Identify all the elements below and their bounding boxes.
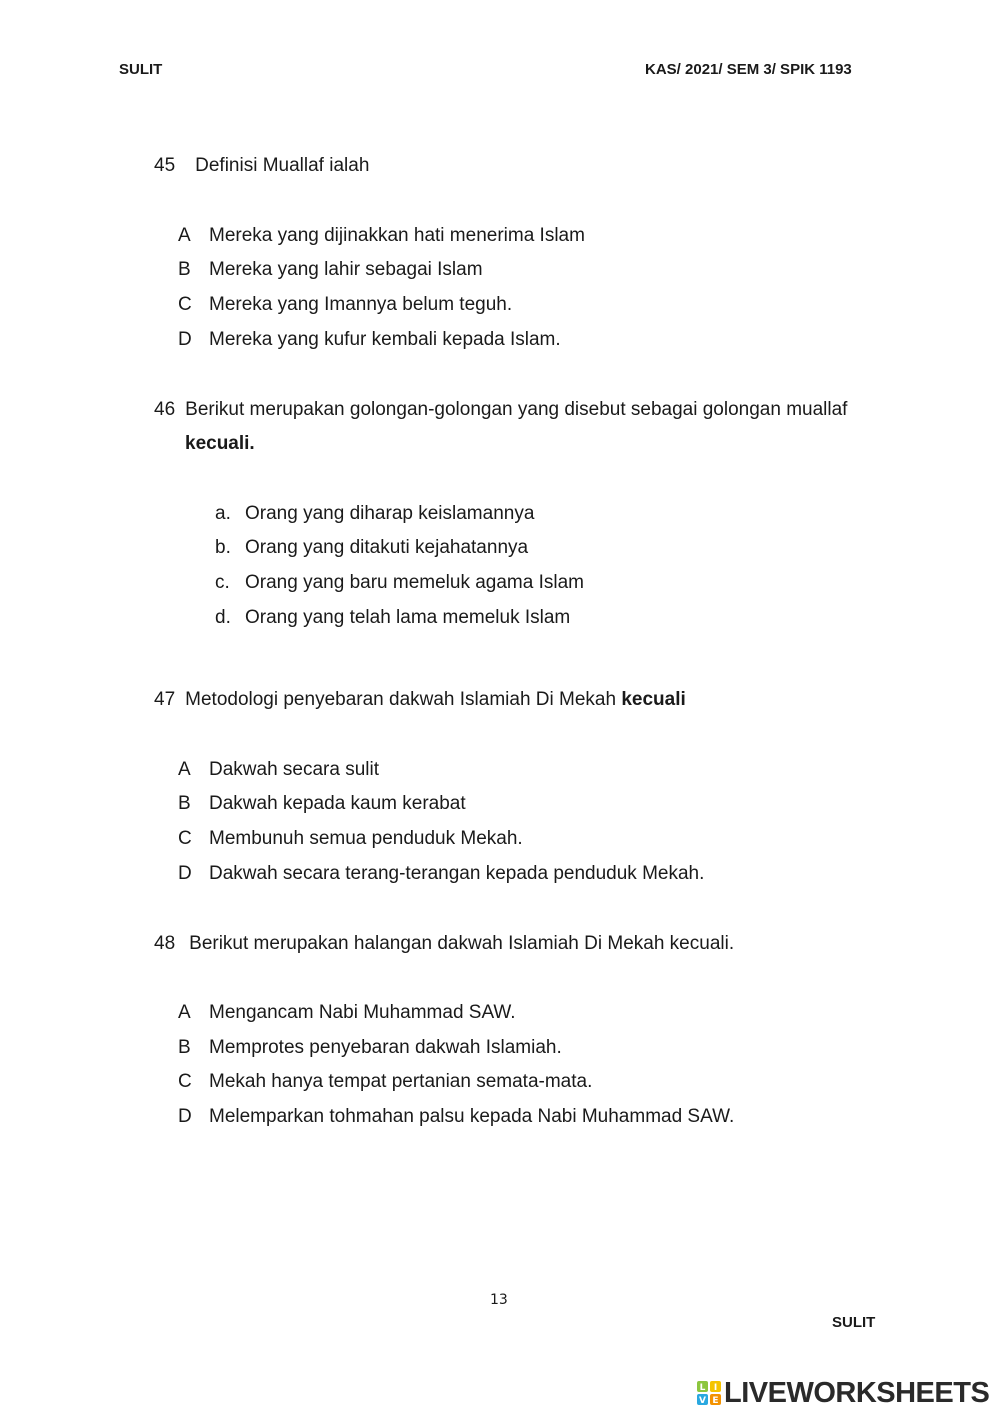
- option-letter: A: [178, 1002, 191, 1023]
- option-48-c[interactable]: [178, 1071, 592, 1093]
- question-text: Metodologi penyebaran dakwah Islamiah Di Mekah: [185, 689, 617, 710]
- header-right: KAS/ 2021/ SEM 3/ SPIK 1193: [645, 61, 852, 78]
- option-letter: C: [178, 828, 192, 849]
- option-47-b[interactable]: [178, 793, 466, 815]
- liveworksheets-logo[interactable]: [696, 1378, 989, 1408]
- option-letter: d.: [215, 607, 231, 628]
- option-letter: c.: [215, 572, 230, 593]
- option-text: Orang yang telah lama memeluk Islam: [245, 607, 571, 628]
- option-text: Orang yang ditakuti kejahatannya: [245, 537, 529, 558]
- option-text: Dakwah secara sulit: [209, 759, 380, 780]
- option-text: Melemparkan tohmahan palsu kepada Nabi Muhammad SAW.: [209, 1106, 735, 1127]
- option-text: Orang yang diharap keislamannya: [245, 503, 535, 524]
- option-47-c[interactable]: [178, 828, 523, 850]
- svg-text:E: E: [712, 1396, 719, 1406]
- option-text: Dakwah kepada kaum kerabat: [209, 793, 466, 814]
- question-45: [154, 155, 369, 177]
- option-text: Mereka yang lahir sebagai Islam: [209, 259, 483, 280]
- option-47-a[interactable]: [178, 759, 379, 781]
- question-emphasis: kecuali.: [185, 433, 255, 454]
- option-46-c[interactable]: [215, 572, 584, 594]
- option-48-a[interactable]: [178, 1002, 516, 1024]
- option-text: Memprotes penyebaran dakwah Islamiah.: [209, 1037, 562, 1058]
- option-letter: A: [178, 225, 191, 246]
- option-45-d[interactable]: [178, 329, 561, 351]
- option-letter: C: [178, 1071, 192, 1092]
- question-emphasis: kecuali: [621, 689, 686, 710]
- option-text: Orang yang baru memeluk agama Islam: [245, 572, 584, 593]
- question-number: 47: [154, 689, 176, 710]
- option-45-a[interactable]: [178, 225, 585, 247]
- question-text: Berikut merupakan golongan-golongan yang disebut sebagai golongan muallaf: [185, 399, 848, 420]
- option-text: Mengancam Nabi Muhammad SAW.: [209, 1002, 516, 1023]
- option-letter: a.: [215, 503, 231, 524]
- option-46-b[interactable]: [215, 537, 528, 559]
- svg-text:I: I: [713, 1383, 718, 1393]
- option-text: Mereka yang dijinakkan hati menerima Islam: [209, 225, 585, 246]
- option-text: Dakwah secara terang-terangan kepada penduduk Mekah.: [209, 863, 705, 884]
- option-text: Mereka yang kufur kembali kepada Islam.: [209, 329, 561, 350]
- option-text: Mekah hanya tempat pertanian semata-mata.: [209, 1071, 593, 1092]
- option-letter: D: [178, 329, 192, 350]
- svg-text:V: V: [699, 1396, 706, 1406]
- option-47-d[interactable]: [178, 863, 704, 885]
- option-text: Mereka yang Imannya belum teguh.: [209, 294, 513, 315]
- option-letter: D: [178, 1106, 192, 1127]
- option-48-b[interactable]: [178, 1037, 562, 1059]
- question-46: [154, 399, 847, 421]
- liveworksheets-icon: [696, 1380, 722, 1406]
- option-46-a[interactable]: [215, 503, 534, 525]
- logo-text: LIVEWORKSHEETS: [724, 1376, 990, 1409]
- option-letter: B: [178, 259, 191, 280]
- header-left: SULIT: [119, 61, 163, 78]
- option-letter: A: [178, 759, 191, 780]
- page-number: 13: [490, 1292, 508, 1308]
- option-letter: C: [178, 294, 192, 315]
- question-text: Definisi Muallaf ialah: [195, 155, 370, 176]
- option-46-d[interactable]: [215, 607, 570, 629]
- question-text: Berikut merupakan halangan dakwah Islamiah Di Mekah kecuali.: [189, 933, 735, 954]
- question-48: [154, 933, 734, 955]
- question-47: [154, 689, 686, 711]
- svg-text:L: L: [699, 1383, 706, 1393]
- question-number: 46: [154, 399, 176, 420]
- option-letter: B: [178, 1037, 191, 1058]
- option-48-d[interactable]: [178, 1106, 734, 1128]
- option-letter: b.: [215, 537, 231, 558]
- option-45-c[interactable]: [178, 294, 512, 316]
- question-number: 48: [154, 933, 176, 954]
- option-letter: B: [178, 793, 191, 814]
- footer-right: SULIT: [832, 1314, 876, 1331]
- option-text: Membunuh semua penduduk Mekah.: [209, 828, 523, 849]
- question-46-emphasis: [185, 433, 255, 455]
- question-number: 45: [154, 155, 176, 176]
- option-letter: D: [178, 863, 192, 884]
- option-45-b[interactable]: [178, 259, 483, 281]
